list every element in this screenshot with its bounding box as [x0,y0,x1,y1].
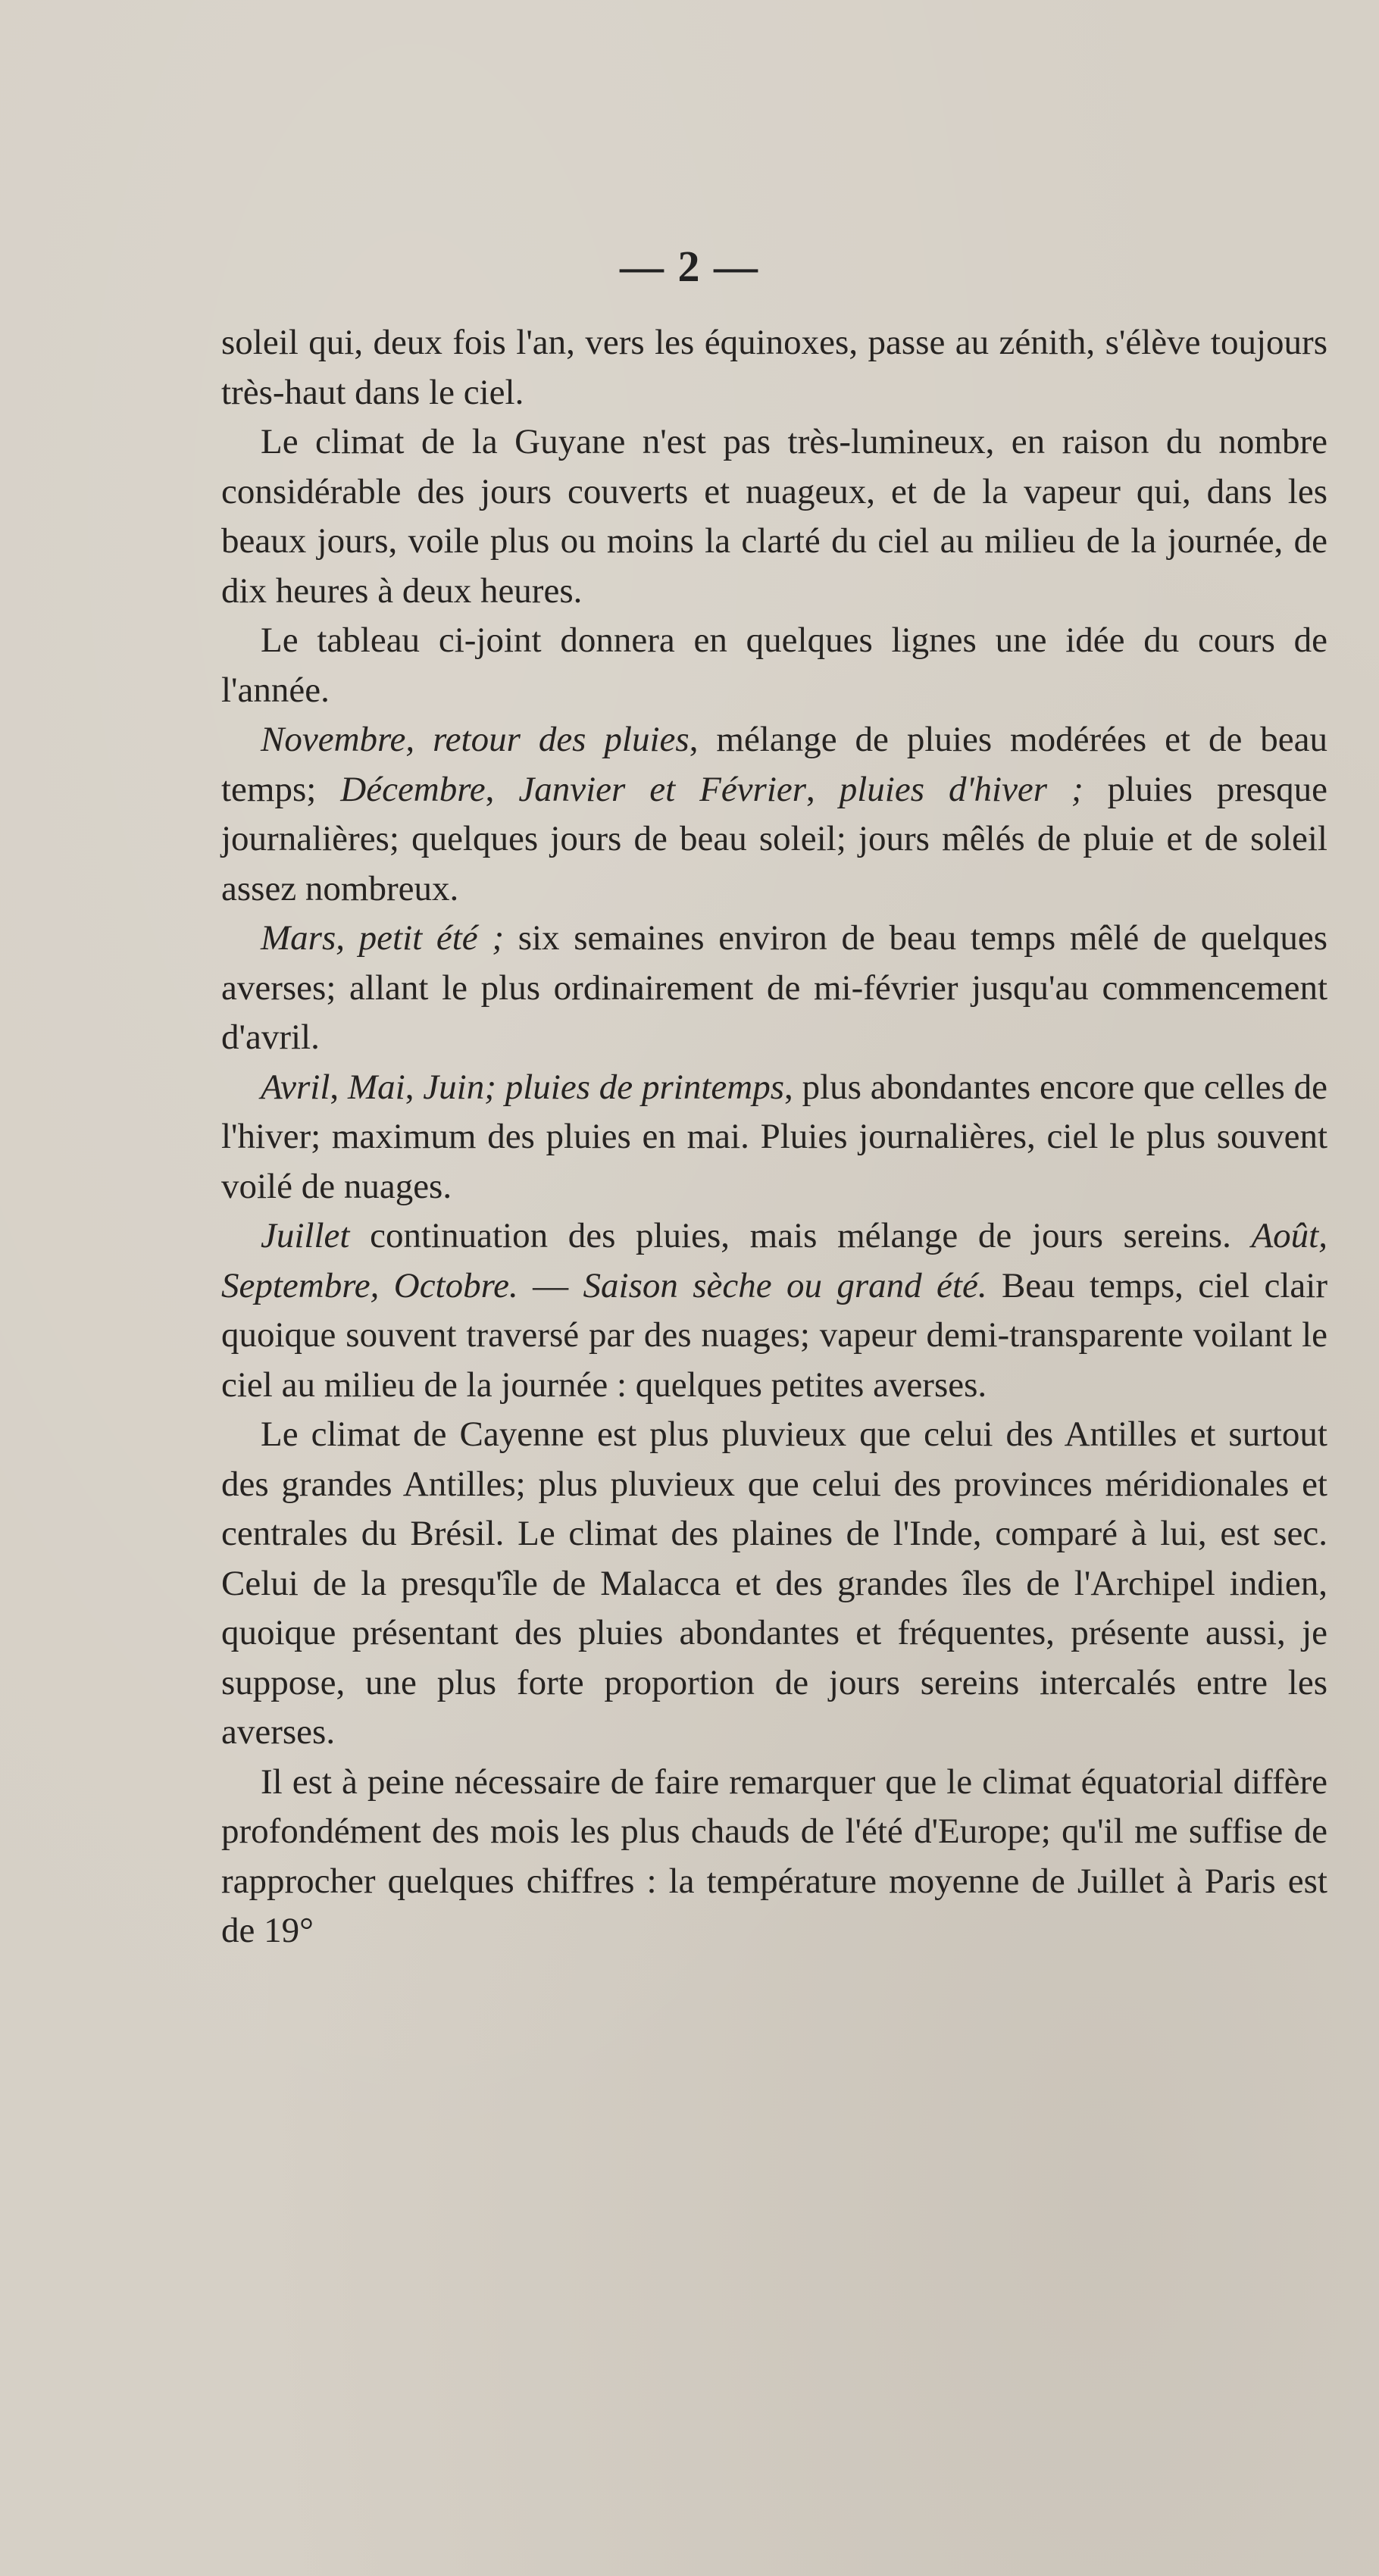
body-text [221,318,1327,1956]
paragraph [221,1063,1327,1212]
italic-text-segment: Mars, petit été ; [261,918,505,958]
paragraph [221,318,1327,417]
paragraph [221,914,1327,1063]
text-segment: continuation des pluies, mais mélange de jours sereins. [349,1216,1252,1255]
paragraph [221,616,1327,715]
text-segment: Le climat de Cayenne est plus pluvieux que celui des Antilles et surtout des grandes Antilles; plus pluvieux que celui des provinces méridionales et centrales du Brésil. Le climat des plaines de l'Inde, comparé à lui, est sec. Celui de la presqu'île de Malacca et des grandes îles de l'Archipel indien, quoique présentant des pluies abondantes et fréquentes, présente aussi, je suppose, une plus forte proportion de jours sereins intercalés entre les averses. [221,1415,1327,1752]
text-segment: , [806,769,840,809]
text-segment: , [405,1067,424,1107]
page-number: — 2 — [620,242,759,291]
paragraph [221,1410,1327,1758]
italic-text-segment: Décembre [340,769,486,809]
italic-text-segment: Avril [261,1067,330,1107]
text-segment: Beau temps, ciel clair quoique souvent traversé par des nuages; vapeur demi-transparente voilant le ciel au milieu de la journée : quelques petites averses. [221,1265,1327,1405]
italic-text-segment: Mai [347,1067,405,1107]
text-segment: six semaines environ de beau temps mêlé de quelques averses; allant le plus ordinairement de mi-février jusqu'au commencement d'avril. [221,918,1327,1057]
italic-text-segment: Janvier et Février [518,769,807,809]
italic-text-segment: Juillet [261,1216,350,1255]
paragraph [221,417,1327,616]
paragraph [221,1758,1327,1956]
paragraph [221,715,1327,914]
paragraph [221,1211,1327,1410]
text-segment: Il est à peine nécessaire de faire remarquer que le climat équatorial diffère profondément des mois les plus chauds de l'été d'Europe; qu'il me suffise de rapprocher quelques chiffres : la température moyenne de Juillet à Paris est de 19° [221,1762,1327,1950]
text-segment: — [518,1265,583,1305]
italic-text-segment: Juin; pluies de printemps [423,1067,785,1107]
text-segment: soleil qui, deux fois l'an, vers les équinoxes, passe au zénith, s'élève toujours très-haut dans le ciel. [221,323,1327,412]
italic-text-segment: Août, Septembre, Octobre. [221,1216,1327,1305]
text-segment: Le climat de la Guyane n'est pas très-lumineux, en raison du nombre considérable des jours couverts et nuageux, et de la vapeur qui, dans les beaux jours, voile plus ou moins la clarté du ciel au milieu de la journée, de dix heures à deux heures. [221,422,1327,611]
text-segment: , [485,769,519,809]
italic-text-segment: Novembre, retour des pluies [261,720,690,759]
italic-text-segment: Saison sèche ou grand été. [583,1265,987,1305]
italic-text-segment: pluies d'hiver ; [839,769,1084,809]
text-segment: , plus abondantes encore que celles de l'hiver; maximum des pluies en mai. Pluies journalières, ciel le plus souvent voilé de nuages. [221,1067,1328,1206]
text-segment: , [330,1067,348,1107]
text-segment: , mélange de pluies modérées et de beau temps; [221,720,1327,809]
text-segment: pluies presque journalières; quelques jours de beau soleil; jours mêlés de pluie et de soleil assez nombreux. [221,769,1328,908]
text-segment: Le tableau ci-joint donnera en quelques lignes une idée du cours de l'année. [221,621,1327,710]
